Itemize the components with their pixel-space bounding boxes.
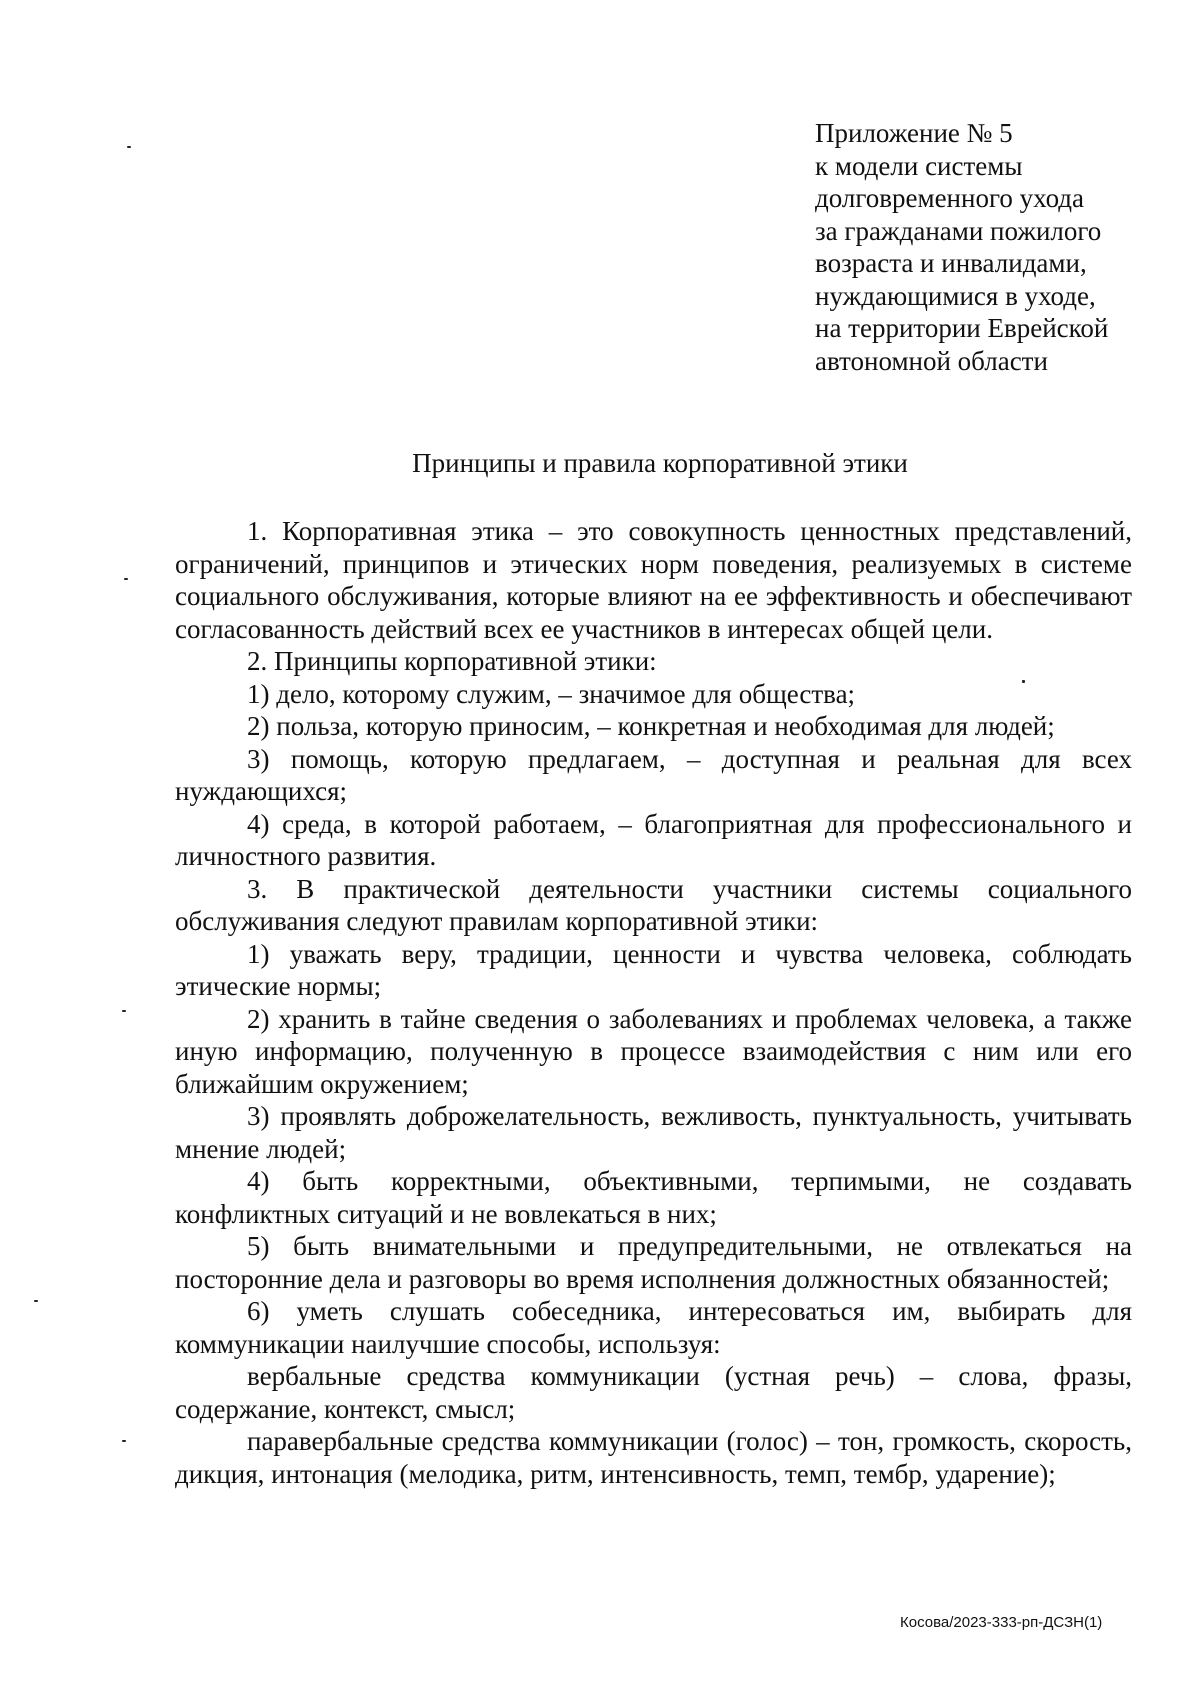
- appendix-line: на территории Еврейской: [815, 313, 1109, 343]
- appendix-header: [815, 117, 1175, 377]
- paragraph: 3. В практической деятельности участники системы социального обслуживания следуют правилам корпоративной этики:: [175, 873, 1132, 936]
- appendix-line: к модели системы: [815, 150, 1023, 181]
- paragraph: 6) уметь слушать собеседника, интересоваться им, выбирать для коммуникации наилучшие способы, используя:: [175, 1296, 1132, 1359]
- paragraph: 2) хранить в тайне сведения о заболеваниях и проблемах человека, а также иную информацию, полученную в процессе взаимодействия с ним или его ближайшим окружением;: [175, 1003, 1132, 1099]
- appendix-line: за гражданами пожилого: [815, 215, 1102, 246]
- paragraph: 2. Принципы корпоративной этики:: [247, 646, 657, 676]
- paragraph: вербальные средства коммуникации (устная речь) – слова, фразы, содержание, контекст, смысл;: [175, 1361, 1132, 1424]
- document-title: Принципы и правила корпоративной этики: [412, 448, 908, 478]
- appendix-line: автономной области: [815, 345, 1048, 376]
- appendix-line: возраста и инвалидами,: [815, 248, 1087, 278]
- paragraph: 2) польза, которую приносим, – конкретная и необходимая для людей;: [247, 711, 1055, 741]
- appendix-line: долговременного ухода: [815, 183, 1085, 213]
- scan-speck: [124, 578, 128, 580]
- paragraph: 1. Корпоративная этика – это совокупность ценностных представлений, ограничений, принципов и этических норм поведения, реализуемых в системе социального обслуживания, которые влияют на ее эффективность и обеспечивают согласованность действий всех ее участников в интересах общей цели.: [175, 516, 1132, 644]
- scan-speck: [127, 146, 131, 148]
- scan-speck: [1022, 680, 1025, 683]
- paragraph: 3) помощь, которую предлагаем, – доступная и реальная для всех нуждающихся;: [175, 743, 1132, 806]
- paragraph: 1) уважать веру, традиции, ценности и чувства человека, соблюдать этические нормы;: [175, 938, 1132, 1001]
- document-code: Косова/2023-333-рп-ДСЗН(1): [900, 1614, 1103, 1631]
- paragraph: 1) дело, которому служим, – значимое для общества;: [247, 678, 856, 709]
- appendix-line: нуждающимися в уходе,: [815, 280, 1096, 311]
- scan-speck: [122, 1440, 126, 1442]
- appendix-line: Приложение № 5: [815, 118, 1013, 148]
- scan-speck: [34, 1300, 38, 1302]
- paragraph: 4) быть корректными, объективными, терпимыми, не создавать конфликтных ситуаций и не вовлекаться в них;: [175, 1166, 1132, 1229]
- paragraph: паравербальные средства коммуникации (голос) – тон, громкость, скорость, дикция, интонация (мелодика, ритм, интенсивность, темп, тембр, ударение);: [175, 1426, 1132, 1489]
- document-body: [175, 515, 1132, 1490]
- paragraph: 3) проявлять доброжелательность, вежливость, пунктуальность, учитывать мнение людей;: [175, 1101, 1132, 1164]
- scan-speck: [122, 1010, 126, 1012]
- paragraph: 5) быть внимательными и предупредительными, не отвлекаться на посторонние дела и разговоры во время исполнения должностных обязанностей;: [175, 1231, 1132, 1294]
- paragraph: 4) среда, в которой работаем, – благоприятная для профессионального и личностного развития.: [175, 808, 1132, 871]
